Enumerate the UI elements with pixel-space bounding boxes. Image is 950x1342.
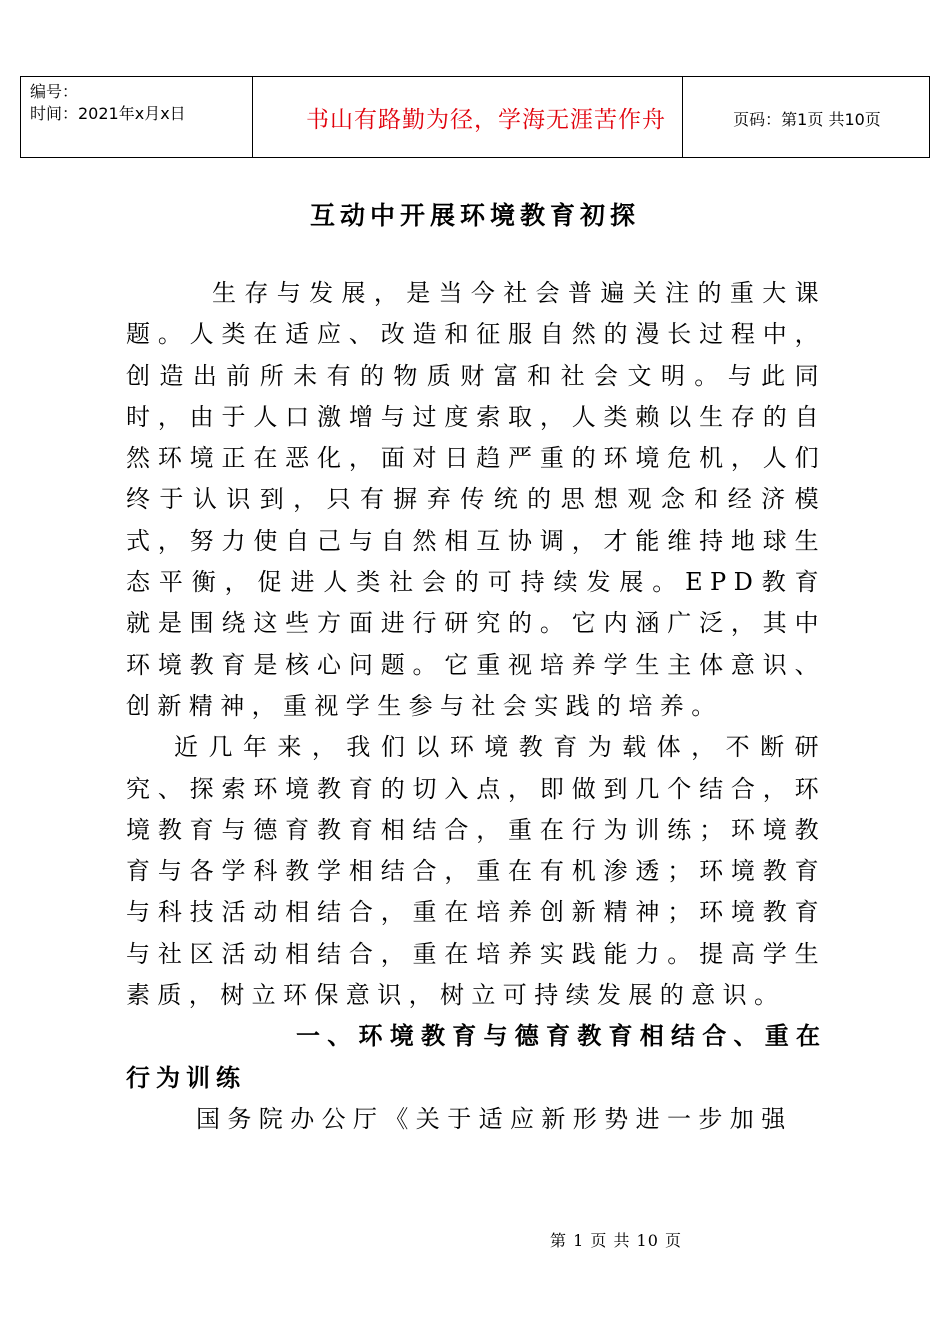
header-page-code: 页码：第1页 共10页	[733, 110, 881, 129]
header-table	[20, 76, 930, 158]
section-heading: 一、环境教育与德育教育相结合、重在行为训练	[126, 1022, 826, 1092]
document-title: 互动中开展环境教育初探	[309, 201, 640, 230]
header-meta	[30, 81, 260, 125]
paragraph: 近几年来，我们以环境教育为载体，不断研究、探索环境教育的切入点，即做到几个结合，环境教育与德育教育相结合，重在行为训练；环境教育与各学科教学相结合，重在有机渗透；环境教育与科技活动相结合，重在培养创新精神；环境教育与社区活动相结合，重在培养实践能力。提高学生素质，树立环保意识，树立可持续发展的意识。	[126, 733, 826, 1010]
header-divider	[929, 77, 930, 157]
document-body	[126, 273, 826, 1140]
page-footer: 第 1 页 共 10 页	[550, 1231, 682, 1250]
header-divider	[20, 77, 21, 157]
header-motto: 书山有路勤为径，学海无涯苦作舟	[306, 107, 666, 133]
number-label: 编号：	[30, 82, 79, 101]
paragraph: 生存与发展，是当今社会普遍关注的重大课题。人类在适应、改造和征服自然的漫长过程中，创造出前所未有的物质财富和社会文明。与此同时，由于人口激增与过度索取，人类赖以生存的自然环境正在恶化，面对日趋严重的环境危机，人们终于认识到，只有摒弃传统的思想观念和经济模式，努力使自己与自然相互协调，才能维持地球生态平衡，促进人类社会的可持续发展。EPD教育就是围绕这些方面进行研究的。它内涵广泛，其中环境教育是核心问题。它重视培养学生主体意识、创新精神，重视学生参与社会实践的培养。	[126, 279, 826, 720]
paragraph: 国务院办公厅《关于适应新形势进一步加强	[196, 1104, 793, 1133]
time-label: 时间：2021年x月x日	[30, 104, 186, 123]
